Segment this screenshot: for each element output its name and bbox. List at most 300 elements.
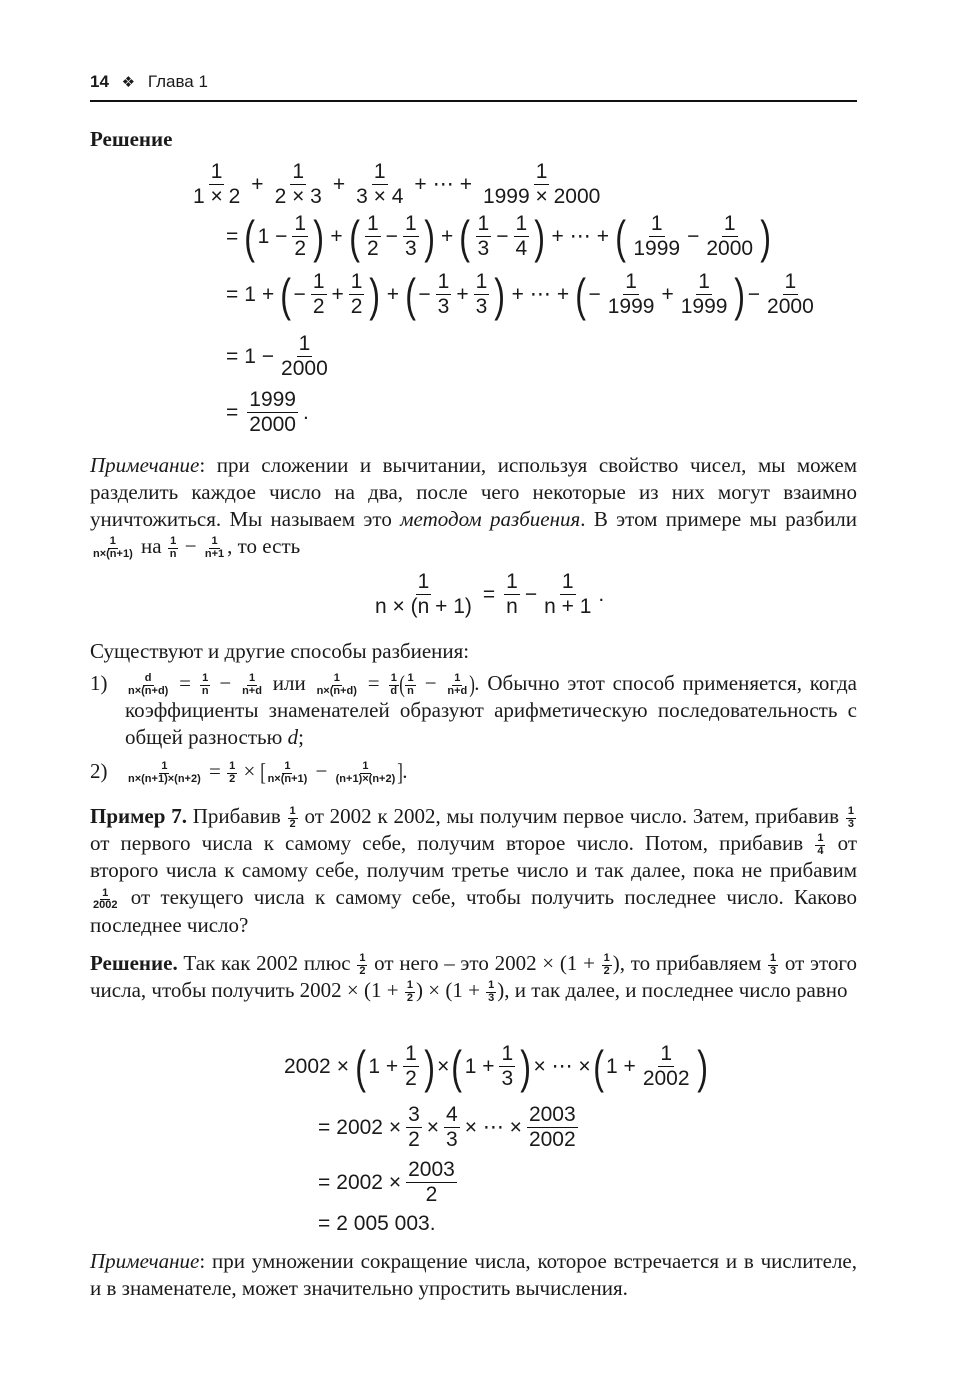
numerator (403, 212, 419, 237)
text-run: + (456, 282, 469, 306)
fraction (365, 212, 381, 261)
text-run: 2000 (249, 413, 296, 437)
denominator (765, 295, 816, 319)
note-paragraph (90, 452, 857, 560)
text-run: + (331, 282, 344, 306)
text-run: 1 (294, 212, 307, 235)
numerator (406, 1103, 422, 1128)
fraction (406, 1103, 422, 1152)
text-run: 1 (390, 672, 397, 685)
text-run: 2 (408, 1128, 420, 1152)
list-body (125, 670, 857, 751)
text-run: 2002 (93, 899, 118, 912)
text-run: 3 (488, 991, 495, 1004)
text-run: 2 (603, 964, 610, 977)
list-item (90, 758, 857, 785)
text-run: ) × (1 + (415, 978, 486, 1003)
equation-line (314, 1212, 436, 1236)
text-run: или (264, 671, 314, 695)
text-run: 1 (202, 672, 209, 685)
text-run: . (402, 759, 408, 783)
fraction (288, 806, 298, 830)
text-run: 1 (784, 270, 797, 293)
text-run: 2 (294, 237, 307, 261)
text-run: от этого числа, чтобы получить 2002 × (1 + (90, 951, 858, 1003)
denominator (247, 413, 298, 437)
fraction (514, 212, 530, 261)
text-run: Так как 2002 плюс (177, 951, 357, 975)
numerator (247, 388, 298, 413)
text-run: 1 (770, 952, 777, 965)
delimiter: ] (397, 760, 404, 787)
text-run: 2 (229, 772, 236, 785)
fraction (527, 1103, 578, 1152)
text-run: 1 (359, 952, 366, 965)
text-run: 1 (475, 270, 488, 293)
fraction (311, 270, 327, 319)
text-run: n×(n+d) (316, 684, 357, 697)
numerator (658, 1042, 674, 1067)
fraction (631, 212, 682, 261)
denominator (388, 686, 399, 698)
text-run: , то есть (227, 534, 301, 558)
text-run: 2002 (528, 1128, 576, 1152)
numerator (444, 1103, 460, 1128)
numerator (372, 160, 388, 185)
numerator (623, 270, 639, 295)
operator: + (440, 224, 454, 248)
operator: + (251, 172, 264, 196)
denominator (168, 549, 179, 561)
text-run: d (144, 672, 152, 685)
fraction (542, 570, 593, 619)
delimiter: ) (313, 210, 325, 263)
operator: + (596, 224, 610, 248)
text-run: 1 (102, 886, 109, 899)
text-run: = (359, 671, 388, 695)
text-run: от 2002 к 2002, мы получим первое число. Затем, прибавив (298, 804, 845, 828)
delimiter: ( (451, 1040, 463, 1093)
text-run: − (179, 534, 202, 558)
note-paragraph (90, 1248, 857, 1302)
text-run: × ⋯ × (533, 1055, 591, 1079)
text-run: 1 + (464, 1054, 495, 1078)
denominator (349, 295, 365, 319)
fraction (403, 212, 419, 261)
text-run: 1 (170, 535, 177, 548)
fraction (504, 570, 520, 619)
fraction (815, 833, 825, 857)
numerator (649, 212, 665, 237)
denominator (602, 966, 612, 978)
denominator (815, 846, 825, 858)
text-run: d (390, 684, 398, 697)
denominator (227, 774, 237, 786)
text-run: 1 − (257, 224, 288, 248)
text-run: 1 (405, 1042, 417, 1065)
text-run: 2 (406, 991, 413, 1004)
text-run: 3 (408, 1103, 420, 1126)
operator: + (556, 282, 570, 306)
text-run: 1 (350, 270, 363, 293)
denominator (631, 237, 682, 261)
italic-text: Примечание (90, 1249, 200, 1273)
text-run: 3 (770, 964, 777, 977)
numerator (290, 160, 306, 185)
text-run: 1 (312, 270, 325, 293)
text-run: 1 (506, 570, 518, 593)
numerator (406, 1158, 457, 1183)
text-run: = (171, 671, 199, 695)
fraction (91, 536, 135, 560)
operator: + (386, 282, 400, 306)
text-run: − (588, 282, 601, 306)
denominator (444, 1128, 460, 1152)
text-run: 1 (454, 672, 461, 685)
text-run: n (169, 547, 177, 560)
fraction (279, 332, 330, 381)
page-number: 14 (90, 72, 109, 91)
delimiter: ( (575, 268, 587, 321)
denominator (846, 819, 856, 831)
denominator (514, 237, 530, 261)
text-run: : при сложении и вычитании, используя свойство чисел, мы можем разделить каждое число на два, после чего некоторые из них могут взаимно уничтожиться. Мы называем это (90, 453, 857, 531)
numerator (722, 212, 738, 237)
fraction (765, 270, 816, 319)
text-run: 1 (406, 979, 413, 992)
text-run: n+1 (204, 547, 225, 560)
equation-line (222, 212, 771, 261)
text-run: 1 + (368, 1054, 399, 1078)
text-run: 1 (248, 672, 256, 685)
denominator (499, 1067, 515, 1091)
delimiter: ( (280, 268, 292, 321)
denominator (354, 185, 405, 209)
text-run: 1 (366, 212, 379, 235)
numerator (416, 570, 432, 595)
text-run: n×(n+1) (267, 772, 308, 785)
text-run: 3 (501, 1067, 514, 1091)
operator: + (261, 282, 275, 306)
text-run: 3 (437, 295, 450, 319)
text-run: 1 (211, 535, 218, 548)
denominator (403, 1067, 419, 1091)
text-run: ; (298, 725, 304, 750)
fraction (606, 270, 657, 319)
fraction (247, 388, 298, 437)
text-run: 1 (284, 760, 291, 773)
text-run: 2002 × (336, 1115, 402, 1139)
text-run: 1999 (607, 295, 655, 319)
delimiter: ) (760, 210, 772, 263)
text-run: n×(n+d) (128, 684, 169, 697)
fraction (445, 673, 469, 697)
fraction (191, 160, 242, 209)
italic-text: методом разбиения (400, 507, 581, 531)
text-run: + (661, 282, 674, 306)
operator: + (459, 172, 472, 196)
denominator (405, 993, 415, 1005)
numerator (504, 570, 520, 595)
operator: + (414, 172, 427, 196)
text-run: 1 (477, 212, 490, 235)
denominator (527, 1128, 578, 1152)
fraction (168, 536, 179, 560)
display-equation (370, 570, 604, 619)
text-run: 3 (404, 237, 417, 261)
denominator (273, 185, 324, 209)
fraction (273, 160, 324, 209)
text-run: 1 (333, 672, 340, 685)
equation-line (314, 1103, 581, 1152)
text-run: 2000 (281, 357, 328, 381)
denominator (279, 357, 330, 381)
denominator (292, 237, 308, 261)
text-run: 1 (417, 570, 430, 593)
fraction (357, 953, 367, 977)
operator: + (551, 224, 564, 248)
delimiter: ) (520, 1040, 532, 1093)
operator: + (511, 282, 524, 306)
fraction (476, 212, 492, 261)
fraction (486, 980, 496, 1004)
text-run: 3 (847, 817, 854, 830)
text-run: 1 (515, 212, 528, 235)
delimiter: ( (355, 1040, 367, 1093)
delimiter: ( (615, 210, 627, 263)
text-run: 2000 (767, 295, 814, 319)
text-run: − (211, 671, 240, 695)
numerator (514, 212, 530, 237)
fraction (406, 1158, 457, 1207)
denominator (704, 237, 755, 261)
text-run: 2002 × (336, 1170, 402, 1194)
delimiter: ( (459, 210, 471, 263)
fraction (602, 953, 612, 977)
text-run: 1999 (680, 295, 728, 319)
ornament-icon: ❖ (121, 74, 136, 91)
text-run: 4 (515, 237, 528, 261)
text-run: 1 (625, 270, 637, 293)
text-run: 2003 (408, 1158, 455, 1181)
text-run: 1 (660, 1042, 673, 1065)
denominator (679, 295, 730, 319)
delimiter: [ (259, 760, 266, 787)
text-run: 1 (407, 672, 414, 685)
text-run: 2 (312, 295, 325, 319)
delimiter: ) (734, 268, 746, 321)
text-run: 4 (817, 844, 824, 857)
delimiter: ) (423, 210, 435, 263)
denominator (91, 900, 119, 912)
italic-text: d (287, 725, 299, 750)
text-run: 1999 (633, 237, 681, 261)
fraction (349, 270, 365, 319)
operator: + (332, 172, 346, 196)
text-run: ⋯ (529, 283, 551, 307)
denominator (405, 686, 416, 698)
text-run: 1 (437, 270, 450, 293)
text-run: 2 (366, 237, 379, 261)
text-run: n + 1 (544, 595, 592, 619)
numerator (365, 212, 381, 237)
equation-line (314, 1158, 460, 1207)
fraction (373, 570, 474, 619)
text-run: − (747, 282, 761, 306)
text-run: − (416, 671, 445, 695)
text-run: × (437, 1054, 450, 1078)
text-run: 2 × 3 (274, 185, 322, 209)
text-run: n × (n + 1) (375, 595, 472, 619)
text-run: × (426, 1115, 440, 1139)
list-number: 2) (90, 759, 108, 783)
numerator (349, 270, 365, 295)
text-run: 1 (723, 212, 736, 235)
denominator (288, 819, 298, 831)
numerator (209, 160, 225, 185)
text-run: − (385, 224, 398, 248)
text-run: 1 (161, 760, 168, 773)
text-run: 2002 (642, 1067, 690, 1091)
text-run: 4 (446, 1103, 458, 1126)
text-run: 1 (109, 535, 116, 548)
operator: = (226, 282, 239, 306)
text-run: 1 (298, 332, 311, 355)
numerator (499, 1042, 515, 1067)
text-run: 1 (603, 952, 610, 965)
text-run: 1999 × 2000 (482, 185, 601, 209)
fraction (354, 160, 405, 209)
solution-paragraph (90, 950, 857, 1004)
numerator (474, 270, 490, 295)
fraction (436, 270, 452, 319)
text-run: n×(n+1) (93, 547, 133, 560)
fraction (846, 806, 856, 830)
operator: = (318, 1212, 331, 1235)
text-run: 2 005 003. (336, 1212, 436, 1235)
operator: + (330, 224, 343, 248)
fraction (405, 980, 415, 1004)
fraction (403, 1042, 419, 1091)
delimiter: ( (348, 210, 360, 263)
denominator (768, 966, 778, 978)
denominator (357, 966, 367, 978)
fraction (334, 761, 398, 785)
text-run: n+d (447, 684, 468, 697)
text-run: 2 (350, 295, 363, 319)
denominator (203, 549, 226, 561)
operator: = (226, 224, 239, 248)
delimiter: ) (469, 672, 476, 699)
numerator (560, 570, 576, 595)
denominator (445, 686, 469, 698)
denominator (334, 774, 398, 786)
denominator (365, 237, 381, 261)
text-run: 1 × 2 (193, 185, 241, 209)
denominator (606, 295, 657, 319)
text-run: 2 (405, 1067, 417, 1091)
text-run: 1 (289, 805, 296, 818)
list-item (90, 670, 857, 751)
fraction (704, 212, 755, 261)
operator: = (318, 1115, 331, 1139)
text-run: 1 (244, 282, 256, 306)
equation-line (222, 332, 333, 381)
denominator (373, 595, 474, 619)
text-run: × (238, 759, 261, 783)
italic-text: Примечание (90, 453, 200, 477)
delimiter: ( (593, 1040, 604, 1093)
denominator (641, 1067, 692, 1091)
text-run: n+d (242, 684, 262, 697)
denominator (191, 185, 242, 209)
numerator (311, 270, 327, 295)
numerator (783, 270, 799, 295)
delimiter: ) (369, 268, 381, 321)
text-run: n×(n+1)×(n+2) (128, 772, 201, 785)
denominator (126, 774, 203, 786)
list-number: 1) (90, 671, 108, 695)
text-run: 1 (362, 760, 369, 773)
denominator (476, 237, 492, 261)
text-run: : при умножении сокращение числа, которое встречается и в числителе, и в знаменателе, может значительно упростить вычисления. (90, 1249, 857, 1300)
numerator (527, 1103, 578, 1128)
fraction (474, 270, 490, 319)
equation-line (222, 270, 819, 319)
fraction (444, 1103, 460, 1152)
text-run: 1 + (606, 1054, 636, 1078)
text-run: . Обычно этот способ применяется, когда коэффициенты знаменателей образуют арифметическую последовательность с общей разностью (125, 671, 857, 750)
denominator (486, 993, 496, 1005)
text-run: − (496, 224, 509, 248)
text-run: от текущего числа к самому себе, чтобы получить последнее число. Каково последнее число? (90, 885, 857, 937)
text-run: × ⋯ × (464, 1116, 522, 1140)
operator: × (336, 1054, 349, 1078)
text-run: 2000 (706, 237, 754, 261)
fraction (499, 1042, 515, 1091)
equation-line (188, 160, 605, 209)
operator: = (318, 1170, 331, 1194)
numerator (534, 160, 550, 185)
fraction (641, 1042, 692, 1091)
denominator (315, 686, 359, 698)
text-run: от второго числа к самому себе, получим третье число и так далее, пока не прибавим (90, 831, 857, 883)
text-run: n (407, 684, 414, 697)
text-run: 3 (475, 295, 488, 319)
text-run: от него – это 2002 × (1 + (368, 951, 601, 975)
text-run: 2 (289, 817, 296, 830)
text-run: − (293, 282, 306, 306)
text-run: 1 (404, 212, 417, 235)
denominator (91, 549, 135, 561)
delimiter: ) (494, 268, 506, 321)
numerator (436, 270, 452, 295)
text-run: = (203, 759, 227, 783)
text-run: 1 (210, 160, 223, 183)
delimiter: ) (424, 1040, 435, 1093)
fraction (292, 212, 308, 261)
numerator (476, 212, 492, 237)
text-run: 1 (229, 760, 236, 773)
text-run: . (598, 582, 605, 606)
numerator (696, 270, 712, 295)
text-run: 1 (292, 160, 305, 183)
numerator (292, 212, 308, 237)
text-run: . (302, 400, 309, 424)
text-run: − (687, 224, 700, 248)
text-run: 1999 (249, 388, 296, 411)
bold-text: Пример 7. (90, 804, 187, 828)
